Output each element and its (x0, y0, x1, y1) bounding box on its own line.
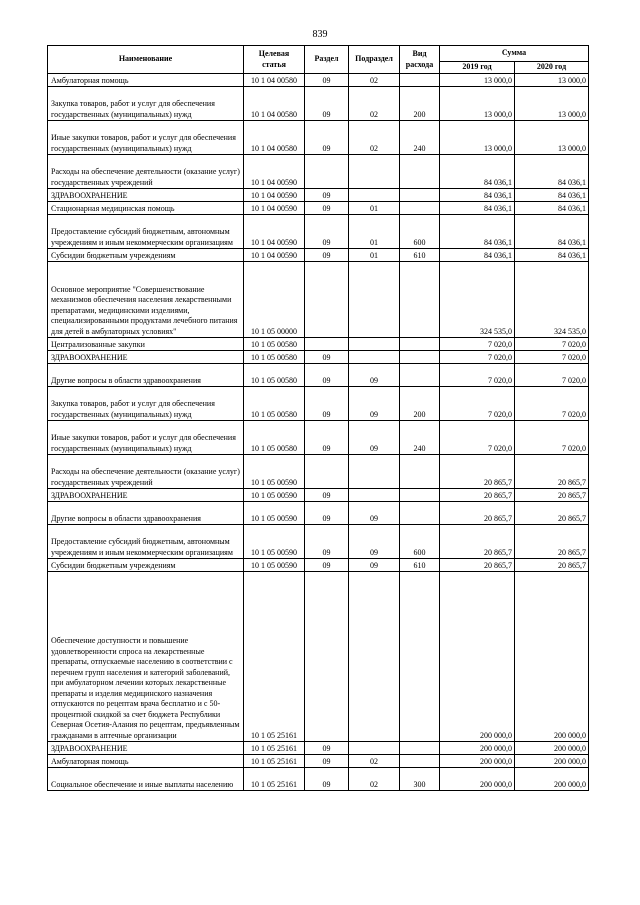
row-subsection-cell: 09 (349, 525, 400, 559)
row-target-article-cell: 10 1 05 00590 (244, 559, 305, 572)
row-sum-2019-cell: 20 865,7 (440, 502, 515, 525)
row-name-cell: Централизованные закупки (48, 338, 244, 351)
table-row (48, 74, 589, 87)
row-expense-type-cell (400, 155, 440, 189)
row-sum-2020-cell: 20 865,7 (515, 525, 589, 559)
row-target-article-cell: 10 1 05 00580 (244, 387, 305, 421)
row-sum-2020-cell: 200 000,0 (515, 572, 589, 742)
row-subsection-cell: 01 (349, 202, 400, 215)
row-section-cell: 09 (305, 768, 349, 791)
row-subsection-cell: 09 (349, 387, 400, 421)
row-sum-2020-cell: 200 000,0 (515, 755, 589, 768)
row-expense-type-cell (400, 755, 440, 768)
table-row (48, 121, 589, 155)
row-target-article-cell: 10 1 04 00590 (244, 215, 305, 249)
row-name-cell: Иные закупки товаров, работ и услуг для обеспечения государственных (муниципальных) нужд (48, 421, 244, 455)
header-section: Раздел (305, 46, 349, 74)
row-expense-type-cell: 610 (400, 559, 440, 572)
row-section-cell: 09 (305, 364, 349, 387)
row-name-cell: Амбулаторная помощь (48, 755, 244, 768)
row-name-cell: Предоставление субсидий бюджетным, автономным учреждениям и иным некоммерческим организациям (48, 215, 244, 249)
header-subsection: Подраздел (349, 46, 400, 74)
row-name-cell: ЗДРАВООХРАНЕНИЕ (48, 189, 244, 202)
row-sum-2020-cell: 324 535,0 (515, 262, 589, 338)
row-target-article-cell: 10 1 04 00590 (244, 155, 305, 189)
row-section-cell: 09 (305, 121, 349, 155)
row-section-cell (305, 572, 349, 742)
table-row (48, 502, 589, 525)
row-sum-2019-cell: 20 865,7 (440, 525, 515, 559)
row-subsection-cell: 01 (349, 249, 400, 262)
row-sum-2020-cell: 7 020,0 (515, 338, 589, 351)
row-expense-type-cell: 300 (400, 768, 440, 791)
row-sum-2019-cell: 13 000,0 (440, 121, 515, 155)
row-subsection-cell: 02 (349, 74, 400, 87)
row-section-cell: 09 (305, 74, 349, 87)
table-row (48, 768, 589, 791)
row-section-cell: 09 (305, 421, 349, 455)
row-sum-2019-cell: 20 865,7 (440, 455, 515, 489)
row-sum-2019-cell: 7 020,0 (440, 387, 515, 421)
table-row (48, 387, 589, 421)
row-sum-2020-cell: 84 036,1 (515, 249, 589, 262)
row-subsection-cell: 09 (349, 502, 400, 525)
table-row (48, 155, 589, 189)
table-row (48, 338, 589, 351)
row-name-cell: Расходы на обеспечение деятельности (оказание услуг) государственных учреждений (48, 155, 244, 189)
row-name-cell: Иные закупки товаров, работ и услуг для обеспечения государственных (муниципальных) нужд (48, 121, 244, 155)
header-name: Наименование (48, 46, 244, 74)
row-name-cell: Субсидии бюджетным учреждениям (48, 249, 244, 262)
row-sum-2019-cell: 84 036,1 (440, 215, 515, 249)
table-row (48, 572, 589, 742)
row-sum-2020-cell: 20 865,7 (515, 502, 589, 525)
header-year-2019: 2019 год (440, 62, 515, 74)
row-sum-2020-cell: 7 020,0 (515, 351, 589, 364)
row-sum-2019-cell: 84 036,1 (440, 249, 515, 262)
row-section-cell: 09 (305, 755, 349, 768)
row-target-article-cell: 10 1 05 25161 (244, 572, 305, 742)
row-sum-2019-cell: 7 020,0 (440, 421, 515, 455)
table-row (48, 364, 589, 387)
row-subsection-cell (349, 455, 400, 489)
table-row (48, 455, 589, 489)
row-name-cell: Предоставление субсидий бюджетным, автономным учреждениям и иным некоммерческим организациям (48, 525, 244, 559)
row-expense-type-cell (400, 455, 440, 489)
row-section-cell (305, 155, 349, 189)
row-target-article-cell: 10 1 04 00590 (244, 189, 305, 202)
row-section-cell: 09 (305, 215, 349, 249)
table-row (48, 249, 589, 262)
row-sum-2019-cell: 13 000,0 (440, 87, 515, 121)
row-sum-2020-cell: 84 036,1 (515, 189, 589, 202)
row-section-cell: 09 (305, 87, 349, 121)
row-sum-2019-cell: 324 535,0 (440, 262, 515, 338)
row-section-cell: 09 (305, 249, 349, 262)
row-expense-type-cell: 600 (400, 525, 440, 559)
row-name-cell: Расходы на обеспечение деятельности (оказание услуг) государственных учреждений (48, 455, 244, 489)
row-sum-2020-cell: 84 036,1 (515, 215, 589, 249)
row-sum-2019-cell: 200 000,0 (440, 572, 515, 742)
row-sum-2020-cell: 20 865,7 (515, 489, 589, 502)
row-subsection-cell: 02 (349, 121, 400, 155)
row-sum-2020-cell: 84 036,1 (515, 202, 589, 215)
table-row (48, 215, 589, 249)
table-row (48, 262, 589, 338)
row-section-cell: 09 (305, 525, 349, 559)
row-expense-type-cell: 240 (400, 421, 440, 455)
row-name-cell: Социальное обеспечение и иные выплаты населению (48, 768, 244, 791)
row-section-cell: 09 (305, 351, 349, 364)
header-expense-type: Вид расхода (400, 46, 440, 74)
row-subsection-cell (349, 155, 400, 189)
row-expense-type-cell (400, 351, 440, 364)
table-header (48, 46, 589, 74)
row-subsection-cell (349, 338, 400, 351)
row-target-article-cell: 10 1 05 00590 (244, 455, 305, 489)
row-name-cell: ЗДРАВООХРАНЕНИЕ (48, 351, 244, 364)
row-expense-type-cell (400, 742, 440, 755)
row-subsection-cell: 02 (349, 768, 400, 791)
row-target-article-cell: 10 1 05 25161 (244, 755, 305, 768)
row-target-article-cell: 10 1 05 00590 (244, 525, 305, 559)
row-subsection-cell: 01 (349, 215, 400, 249)
row-expense-type-cell (400, 202, 440, 215)
row-name-cell: Амбулаторная помощь (48, 74, 244, 87)
row-target-article-cell: 10 1 04 00580 (244, 121, 305, 155)
row-sum-2019-cell: 20 865,7 (440, 489, 515, 502)
row-sum-2019-cell: 7 020,0 (440, 351, 515, 364)
row-section-cell: 09 (305, 489, 349, 502)
row-sum-2020-cell: 84 036,1 (515, 155, 589, 189)
row-subsection-cell (349, 742, 400, 755)
row-expense-type-cell: 610 (400, 249, 440, 262)
row-target-article-cell: 10 1 05 25161 (244, 742, 305, 755)
table-body (48, 74, 589, 791)
row-target-article-cell: 10 1 05 25161 (244, 768, 305, 791)
row-name-cell: ЗДРАВООХРАНЕНИЕ (48, 489, 244, 502)
row-section-cell (305, 262, 349, 338)
row-name-cell: Стационарная медицинская помощь (48, 202, 244, 215)
row-expense-type-cell (400, 502, 440, 525)
row-expense-type-cell (400, 489, 440, 502)
row-subsection-cell (349, 262, 400, 338)
page-number: 839 (312, 29, 328, 40)
table-row (48, 351, 589, 364)
table-row (48, 755, 589, 768)
row-target-article-cell: 10 1 05 00580 (244, 364, 305, 387)
row-sum-2020-cell: 7 020,0 (515, 387, 589, 421)
table-row (48, 489, 589, 502)
row-subsection-cell: 09 (349, 364, 400, 387)
row-sum-2020-cell: 20 865,7 (515, 455, 589, 489)
row-sum-2019-cell: 7 020,0 (440, 364, 515, 387)
table-row (48, 421, 589, 455)
row-expense-type-cell (400, 364, 440, 387)
row-target-article-cell: 10 1 04 00590 (244, 202, 305, 215)
table-row (48, 202, 589, 215)
row-expense-type-cell: 200 (400, 387, 440, 421)
row-name-cell: ЗДРАВООХРАНЕНИЕ (48, 742, 244, 755)
row-section-cell: 09 (305, 202, 349, 215)
row-section-cell (305, 338, 349, 351)
row-section-cell (305, 455, 349, 489)
row-subsection-cell (349, 189, 400, 202)
row-section-cell: 09 (305, 502, 349, 525)
row-sum-2019-cell: 200 000,0 (440, 742, 515, 755)
row-sum-2019-cell: 84 036,1 (440, 155, 515, 189)
row-sum-2020-cell: 200 000,0 (515, 768, 589, 791)
row-expense-type-cell: 240 (400, 121, 440, 155)
table-row (48, 189, 589, 202)
row-expense-type-cell: 200 (400, 87, 440, 121)
row-subsection-cell: 02 (349, 87, 400, 121)
row-name-cell: Обеспечение доступности и повышение удовлетворенности спроса на лекарственные препараты, отпускаемые населению в соответствии с перечнем групп населения и категорий заболеваний, при амбулаторном лечении которых лекарственные препараты и изделия медицинского назначения отпускаются по рецептам врача бесплатно и с 50-процентной скидкой за счет бюджета Республики Северная Осетия-Алания по рецептам, предъявленным гражданами в аптечные организации (48, 572, 244, 742)
row-expense-type-cell (400, 189, 440, 202)
row-name-cell: Другие вопросы в области здравоохранения (48, 364, 244, 387)
row-sum-2019-cell: 200 000,0 (440, 755, 515, 768)
row-subsection-cell (349, 489, 400, 502)
row-sum-2019-cell: 200 000,0 (440, 768, 515, 791)
table-row (48, 87, 589, 121)
row-target-article-cell: 10 1 05 00580 (244, 338, 305, 351)
budget-table (47, 45, 589, 791)
row-subsection-cell (349, 351, 400, 364)
row-subsection-cell: 09 (349, 421, 400, 455)
row-sum-2019-cell: 13 000,0 (440, 74, 515, 87)
row-sum-2020-cell: 7 020,0 (515, 421, 589, 455)
row-expense-type-cell (400, 338, 440, 351)
row-expense-type-cell (400, 262, 440, 338)
row-name-cell: Закупка товаров, работ и услуг для обеспечения государственных (муниципальных) нужд (48, 387, 244, 421)
row-section-cell: 09 (305, 742, 349, 755)
row-name-cell: Другие вопросы в области здравоохранения (48, 502, 244, 525)
row-target-article-cell: 10 1 05 00580 (244, 421, 305, 455)
row-expense-type-cell: 600 (400, 215, 440, 249)
header-sum: Сумма (440, 46, 589, 62)
row-target-article-cell: 10 1 05 00000 (244, 262, 305, 338)
row-sum-2020-cell: 13 000,0 (515, 74, 589, 87)
row-target-article-cell: 10 1 05 00580 (244, 351, 305, 364)
row-sum-2019-cell: 7 020,0 (440, 338, 515, 351)
row-name-cell: Субсидии бюджетным учреждениям (48, 559, 244, 572)
row-sum-2020-cell: 7 020,0 (515, 364, 589, 387)
row-sum-2020-cell: 13 000,0 (515, 121, 589, 155)
row-target-article-cell: 10 1 05 00590 (244, 489, 305, 502)
row-sum-2020-cell: 13 000,0 (515, 87, 589, 121)
row-sum-2019-cell: 84 036,1 (440, 189, 515, 202)
row-target-article-cell: 10 1 05 00590 (244, 502, 305, 525)
row-expense-type-cell (400, 572, 440, 742)
header-year-2020: 2020 год (515, 62, 589, 74)
row-section-cell: 09 (305, 387, 349, 421)
row-name-cell: Закупка товаров, работ и услуг для обеспечения государственных (муниципальных) нужд (48, 87, 244, 121)
row-section-cell: 09 (305, 559, 349, 572)
row-section-cell: 09 (305, 189, 349, 202)
table-row (48, 559, 589, 572)
row-subsection-cell: 09 (349, 559, 400, 572)
row-subsection-cell: 02 (349, 755, 400, 768)
row-target-article-cell: 10 1 04 00580 (244, 87, 305, 121)
row-sum-2020-cell: 20 865,7 (515, 559, 589, 572)
row-sum-2019-cell: 20 865,7 (440, 559, 515, 572)
row-name-cell: Основное мероприятие "Совершенствование механизмов обеспечения населения лекарственными препаратами, медицинскими изделиями, специализированными продуктами лечебного питания для детей в амбулаторных условиях" (48, 262, 244, 338)
row-target-article-cell: 10 1 04 00590 (244, 249, 305, 262)
table-row (48, 525, 589, 559)
row-expense-type-cell (400, 74, 440, 87)
header-target-article: Целевая статья (244, 46, 305, 74)
row-sum-2020-cell: 200 000,0 (515, 742, 589, 755)
row-target-article-cell: 10 1 04 00580 (244, 74, 305, 87)
table-row (48, 742, 589, 755)
row-sum-2019-cell: 84 036,1 (440, 202, 515, 215)
row-subsection-cell (349, 572, 400, 742)
